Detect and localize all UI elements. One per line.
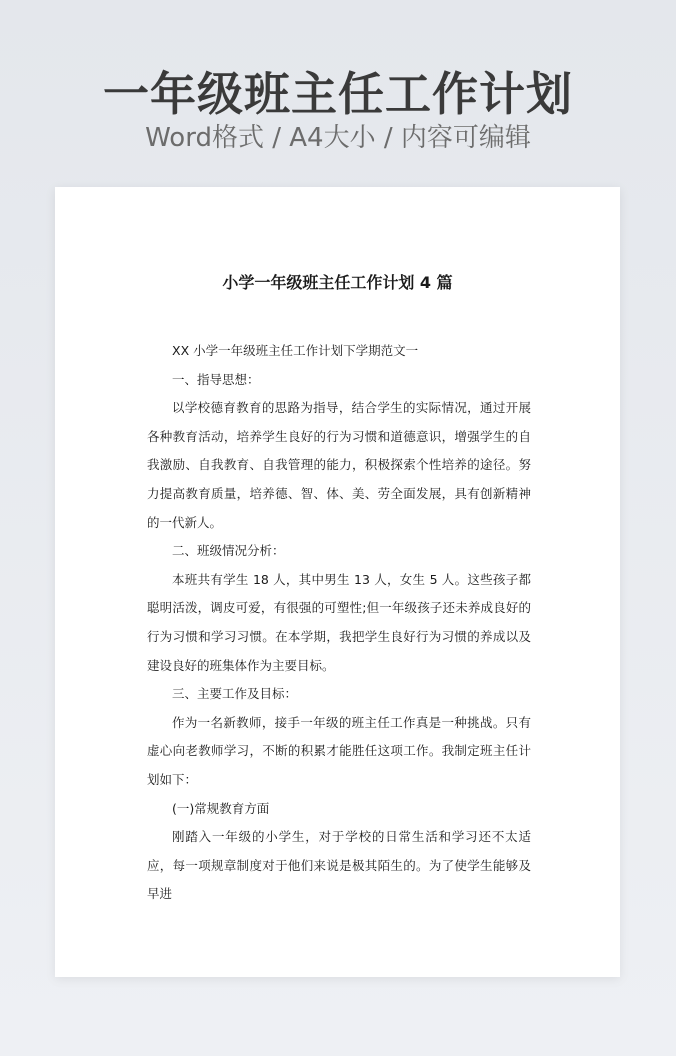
section-heading-1: 一、指导思想： (172, 371, 260, 387)
paragraph: 以学校德育教育的思路为指导，结合学生的实际情况，通过开展各种教育活动，培养学生良好的行为习惯和道德意识，增强学生的自我激励、自我教育、自我管理的能力，积极探索个性培养的途径。努力提高教育质量，培养德、智、体、美、劳全面发展，具有创新精神的一代新人。 (147, 400, 531, 530)
paragraph: 作为一名新教师，接手一年级的班主任工作真是一种挑战。只有虚心向老教师学习，不断的积累才能胜任这项工作。我制定班主任计划如下： (147, 714, 531, 787)
document-body (147, 337, 531, 909)
document-title: 小学一年级班主任工作计划 4 篇 (222, 273, 453, 292)
section-heading-3: 三、主要工作及目标： (172, 686, 298, 702)
paragraph: 本班共有学生 18 人，其中男生 13 人，女生 5 人。这些孩子都聪明活泼，调皮可爱，有很强的可塑性;但一年级孩子还未养成良好的行为习惯和学习习惯。在本学期，我把学生良好行为习惯的养成以及建设良好的班集体作为主要目标。 (147, 571, 531, 673)
paragraph: 刚踏入一年级的小学生，对于学校的日常生活和学习还不太适应，每一项规章制度对于他们来说是极其陌生的。为了使学生能够及早进 (147, 829, 531, 902)
document-page (55, 187, 620, 977)
banner-subtitle: Word格式 / A4大小 / 内容可编辑 (145, 123, 531, 153)
banner-title: 一年级班主任工作计划 (103, 67, 573, 121)
paragraph-heading: XX 小学一年级班主任工作计划下学期范文一 (172, 343, 419, 358)
section-heading-2: 二、班级情况分析： (172, 543, 285, 559)
subsection-heading: (一)常规教育方面 (172, 800, 270, 816)
